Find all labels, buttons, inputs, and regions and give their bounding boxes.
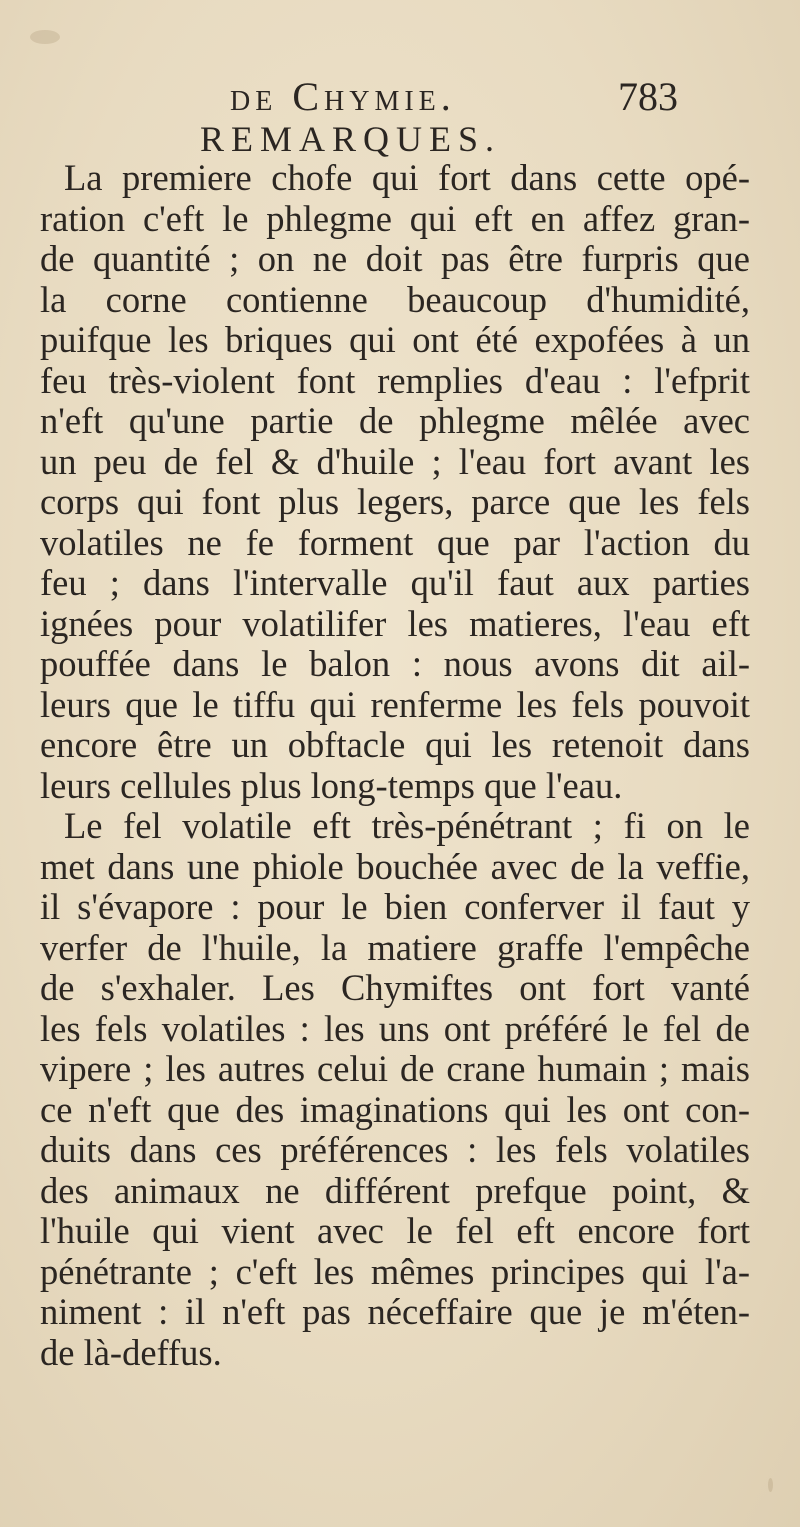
text-line: corps qui font plus legers, parce que les fels — [40, 481, 750, 522]
text-line: des animaux ne différent prefque point, & — [40, 1169, 750, 1211]
text-line: volatiles ne fe forment que par l'action du — [40, 521, 750, 563]
paragraph-1 — [40, 158, 750, 806]
text-line: ration c'eft le phlegme qui eft en affez gran- — [40, 197, 750, 239]
text-line: l'huile qui vient avec le fel eft encore fort — [40, 1210, 750, 1251]
text-line: met dans une phiole bouchée avec de la veffie, — [40, 845, 750, 887]
text-line: n'eft qu'une partie de phlegme mêlée avec — [40, 400, 750, 441]
text-line: de s'exhaler. Les Chymiftes ont fort vanté — [40, 967, 750, 1008]
paper-stain — [30, 30, 60, 44]
text-line: vipere ; les autres celui de crane humain ; mais — [40, 1048, 750, 1089]
text-line: verfer de l'huile, la matiere graffe l'empêche — [40, 926, 750, 968]
text-line: un peu de fel & d'huile ; l'eau fort avant les — [40, 440, 750, 482]
text-line: duits dans ces préférences : les fels volatiles — [40, 1129, 750, 1170]
text-line: encore être un obftacle qui les retenoit dans — [40, 724, 750, 765]
paragraph-2 — [40, 806, 750, 1373]
body-text — [40, 158, 750, 1373]
text-line: leurs cellules plus long-temps que l'eau. — [40, 764, 623, 806]
text-line: ce n'eft que des imaginations qui les ont con- — [40, 1088, 750, 1130]
text-line: de là-deffus. — [40, 1331, 222, 1373]
text-line: feu très-violent font remplies d'eau : l'efprit — [40, 359, 750, 401]
running-head-title: de Chymie. — [230, 74, 456, 119]
running-head — [230, 72, 710, 122]
text-line: la corne contienne beaucoup d'humidité, — [40, 278, 750, 320]
text-line: leurs que le tiffu qui renferme les fels pouvoit — [40, 683, 750, 725]
text-line: pénétrante ; c'eft les mêmes principes qui l'a- — [40, 1250, 750, 1292]
text-line: puifque les briques qui ont été expofées à un — [40, 319, 750, 360]
text-line: les fels volatiles : les uns ont préféré le fel de — [40, 1007, 750, 1049]
paper-stain — [768, 1478, 773, 1492]
text-line: ignées pour volatilifer les matieres, l'eau eft — [40, 602, 750, 644]
text-line: feu ; dans l'intervalle qu'il faut aux parties — [40, 562, 750, 603]
text-line: pouffée dans le balon : nous avons dit ail- — [40, 643, 750, 684]
text-line: La premiere chofe qui fort dans cette opé- — [64, 157, 750, 198]
section-title: REMARQUES. — [200, 119, 502, 159]
text-line: de quantité ; on ne doit pas être furpris que — [40, 238, 750, 279]
page-number: 783 — [618, 74, 678, 119]
text-line: Le fel volatile eft très-pénétrant ; fi on le — [64, 805, 750, 846]
text-line: niment : il n'eft pas néceffaire que je m'éten- — [40, 1291, 750, 1332]
text-line: il s'évapore : pour le bien conferver il faut y — [40, 886, 750, 927]
